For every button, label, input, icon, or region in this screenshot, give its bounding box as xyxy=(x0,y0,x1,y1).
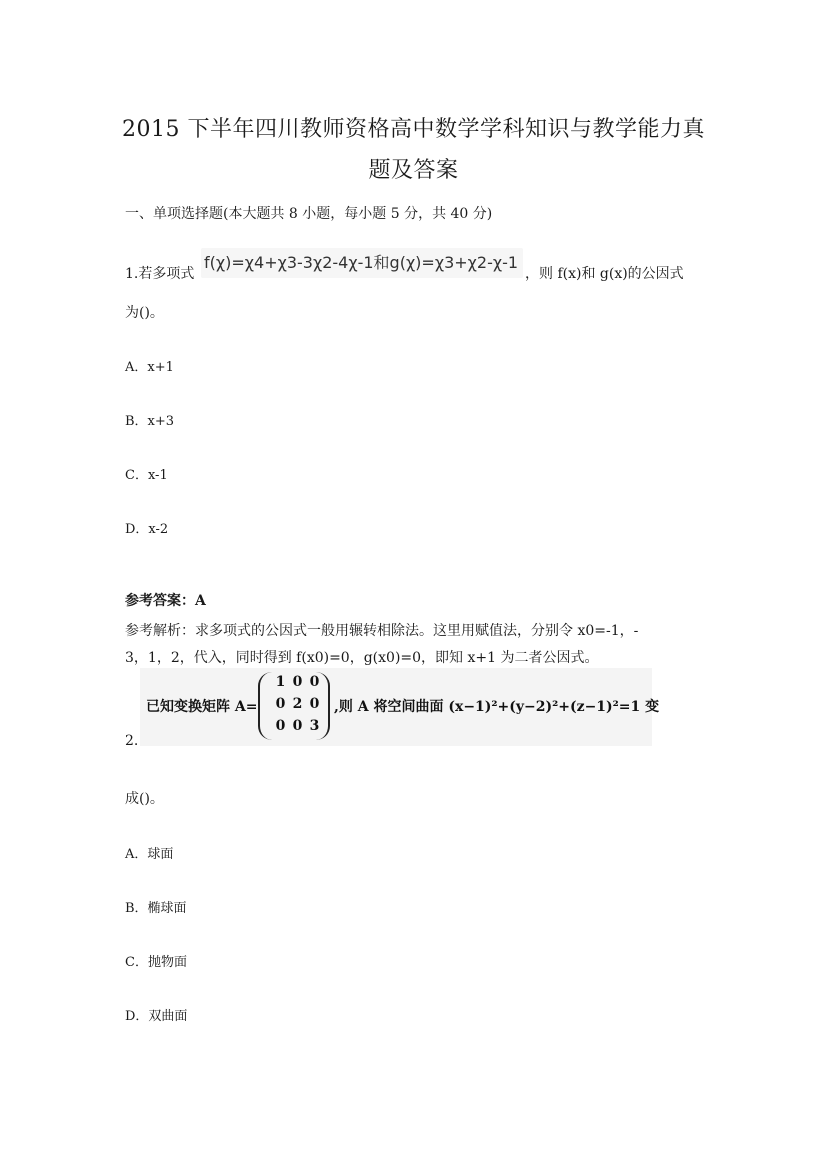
q2-option-d: D．双曲面 xyxy=(125,1009,188,1024)
q2-matrix-cell: 2 xyxy=(292,696,303,712)
q1-option-b: B．x+3 xyxy=(125,414,175,429)
q2-matrix-cell: 0 xyxy=(292,718,303,734)
q1-answer: 参考答案：A xyxy=(125,593,206,609)
q1-option-d: D．x-2 xyxy=(125,522,169,537)
q1-suffix: ，则 f(x)和 g(x)的公因式 xyxy=(525,266,684,282)
q2-image-suffix: ,则 A 将空间曲面 (x−1)²+(y−2)²+(z−1)²=1 变 xyxy=(334,699,660,715)
q2-matrix-row xyxy=(272,674,323,690)
q2-image-prefix: 已知变换矩阵 A= xyxy=(146,699,258,715)
q1-option-c: C．x-1 xyxy=(125,468,168,483)
q1-continuation: 为()。 xyxy=(125,305,164,321)
q1-option-a: A．x+1 xyxy=(125,360,174,375)
q2-matrix-cell: 3 xyxy=(309,718,320,734)
q2-matrix-cell: 0 xyxy=(275,718,286,734)
q2-matrix-cell: 0 xyxy=(292,674,303,690)
q2-matrix-cell: 1 xyxy=(275,674,286,690)
q2-number: 2. xyxy=(125,733,139,749)
q2-option-a: A．球面 xyxy=(125,847,174,862)
q2-matrix-cell: 0 xyxy=(275,696,286,712)
q1-analysis-line-1: 参考解析：求多项式的公因式一般用辗转相除法。这里用赋值法，分别令 x0=-1，- xyxy=(125,623,639,639)
q2-matrix xyxy=(258,672,330,740)
page-title-line-1: 2015 下半年四川教师资格高中数学学科知识与教学能力真 xyxy=(122,117,705,142)
section-heading: 一、单项选择题(本大题共 8 小题，每小题 5 分，共 40 分) xyxy=(125,206,493,222)
q1-analysis-line-2: 3，1，2，代入，同时得到 f(x0)=0，g(x0)=0，即知 x+1 为二者公因式。 xyxy=(125,650,599,666)
q1-prefix: 1.若多项式 xyxy=(125,266,195,282)
q2-matrix-image xyxy=(140,668,660,746)
q2-continuation: 成()。 xyxy=(125,791,164,807)
q2-option-b: B．椭球面 xyxy=(125,901,187,916)
q1-formula-image: f(χ)=χ4+χ3-3χ2-4χ-1和g(χ)=χ3+χ2-χ-1 xyxy=(201,248,523,278)
page-title-line-2: 题及答案 xyxy=(368,158,459,183)
q2-matrix-row xyxy=(272,696,323,712)
q2-matrix-cell: 0 xyxy=(309,696,320,712)
q2-matrix-cell: 0 xyxy=(309,674,320,690)
q2-option-c: C．抛物面 xyxy=(125,955,187,970)
q2-matrix-row xyxy=(272,718,323,734)
